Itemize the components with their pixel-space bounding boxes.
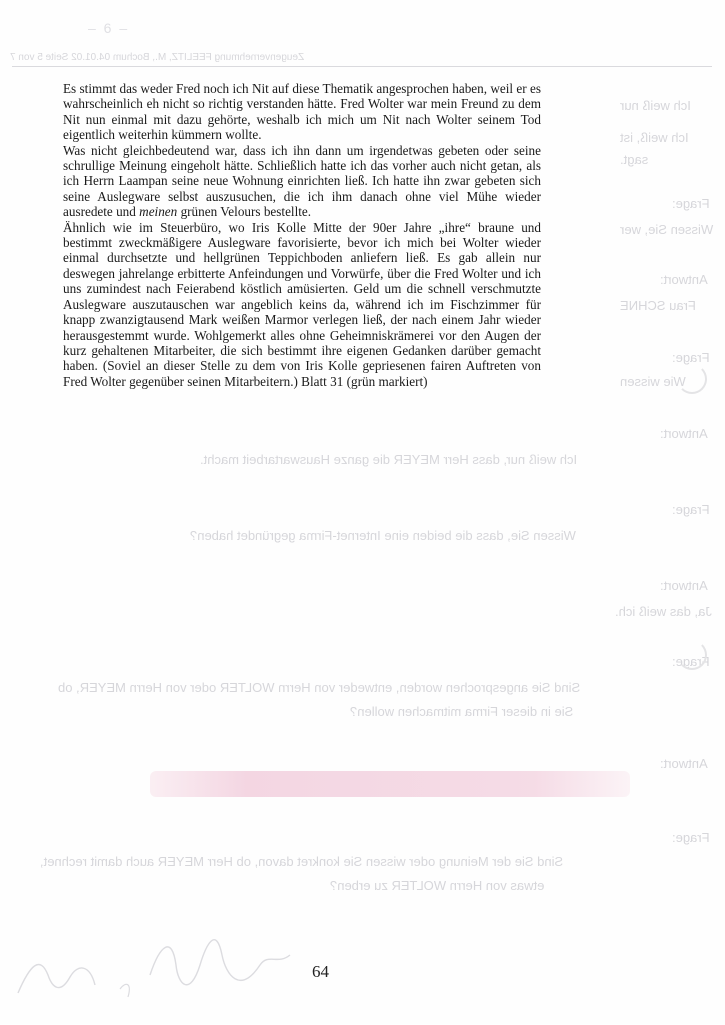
header-rule: [12, 66, 712, 67]
paragraph: Ähnlich wie im Steuerbüro, wo Iris Kolle Mitte der 90er Jahre „ihre“ braune und bestimmt zweckmäßigere Auslegware favorisierte, bevor ich mich bei Wolter wieder einmal durchsetzte und hellgrünen Teppichboden anliefern ließ. Es gab allein nur deswegen jahrelange erbitterte Anfeindungen und Vorwürfe, über die Fred Wolter und ich uns zumindest nach Feierabend köstlich amüsierten. Geld um die schnell verschmutzte Auslegware auszutauschen war angeblich keins da, während ich im Fischzimmer für knapp zwanzigtausend Mark weißen Marmor verlegen ließ, der nach einem Jahr wieder herausgestemmt wurde. Wohlgemerkt alles ohne Geheimniskrämerei vor den Augen der kurz gehaltenen Mitarbeiter, die sich bestimmt ihre eigenen Gedanken darüber gemacht haben. (Soviel an dieser Stelle zu dem von Iris Kolle gepriesenen fairen Auftreten von Fred Wolter gegenüber seinen Mitarbeitern.) Blatt 31 (grün markiert): [63, 219, 541, 389]
paragraph: [63, 143, 541, 220]
paragraph: Es stimmt das weder Fred noch ich Nit auf diese Thematik angesprochen haben, weil er es wahrscheinlich eh nicht so richtig verstanden hätte. Fred Wolter war mein Freund zu dem Nit nun einmal mit dazu gehörte, weshalb ich mich um Nit nach Wolter seinem Tod eigentlich weiterhin kümmern wollte.: [63, 81, 541, 143]
paragraph-text: Was nicht gleichbedeutend war, dass ich ihn dann um irgendetwas gebeten oder seine schrullige Meinung eingeholt hätte. Schließlich hatte ich das vorher auch nicht getan, als ich Herrn Laampan seine neue Wohnung einrichten ließ. Ich hatte ihn zwar gebeten sich seine Auslegware selbst auszusuchen, die ich ihm danach ohne viel Mühe wieder ausredete und: [63, 142, 541, 220]
punch-hole-mark: [677, 640, 707, 670]
pink-highlight-mark: [150, 771, 630, 797]
paragraph-text: grünen Velours bestellte.: [180, 204, 312, 220]
handwritten-signature: [0, 905, 300, 1025]
show-through-background: Zeugenvernehmung FEELITZ, M., Bochum 04.01.02 Seite 5 von 7 Ich weiß nur Ich weiß, ist sagt. Frage: Wissen Sie, wer Antwort: Frau SCHNE Frage: Wie wissen Antwort: Ich weiß nur, dass Herr MEYER die ganze Hauswartarbeit macht. Frage: Wissen Sie, dass die beiden eine Internet-Firma gegründet haben? Antwort: Ja, das weiß ich. Frage: Sind Sie angesprochen worden, entweder von Herrn WOLTER oder von Herrn MEYER, ob Sie in dieser Firma mitmachen wollen? Antwort: Frage: Sind Sie der Meinung oder wissen Sie konkret davon, ob Herr MEYER auch damit rechnet, etwas von Herrn WOLTER zu erben?: [10, 52, 714, 893]
top-margin-mark: – 6 –: [88, 20, 130, 36]
typed-text-block: [63, 81, 541, 389]
punch-hole-mark: [677, 364, 707, 394]
page-number: 64: [312, 962, 329, 981]
emphasis-text: meinen: [139, 204, 178, 220]
